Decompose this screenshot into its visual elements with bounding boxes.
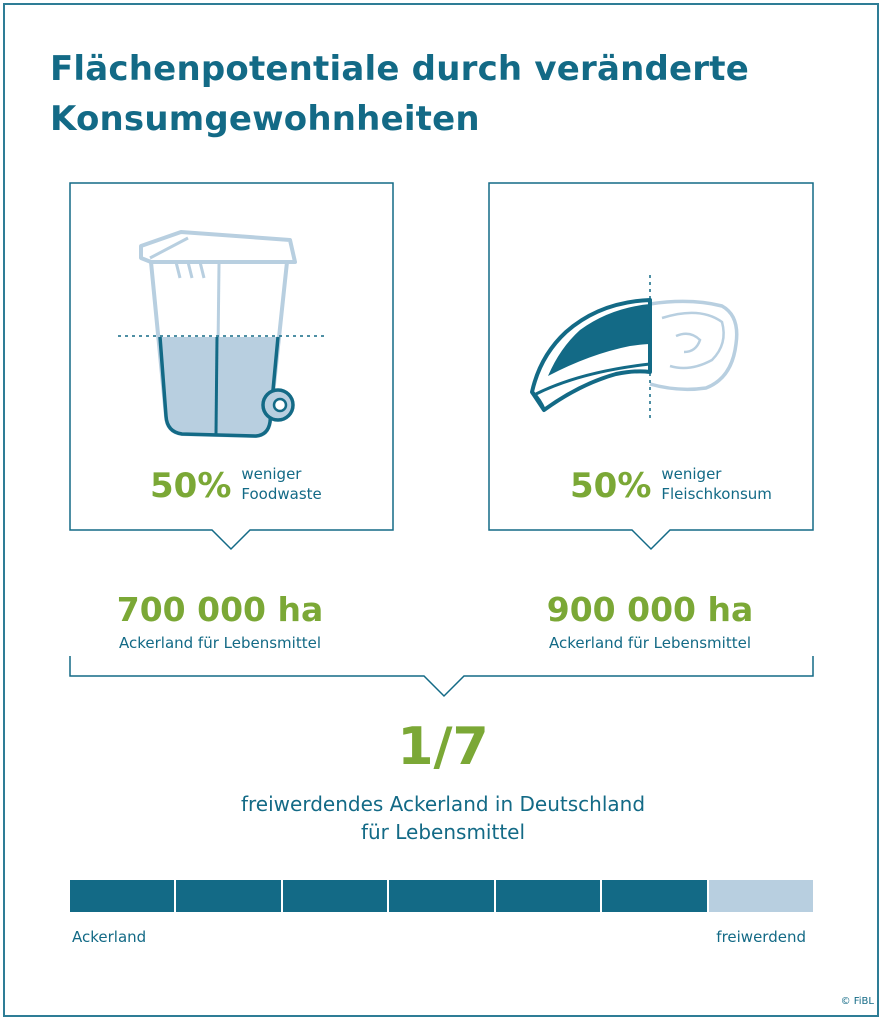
- bar-segment-farmland: [174, 880, 280, 912]
- bar-segment-farmland: [494, 880, 600, 912]
- meat-icon: [532, 275, 737, 420]
- bar-segment-farmland: [70, 880, 174, 912]
- bar-label-right: freiwerdend: [716, 928, 806, 946]
- meat-area-sub: Ackerland für Lebensmittel: [548, 634, 751, 652]
- bar-segment-farmland: [281, 880, 387, 912]
- result-line-1: freiwerdendes Ackerland in Deutschland: [240, 792, 646, 816]
- meat-label-line-2: Fleischkonsum: [661, 485, 772, 503]
- title-line-1: Flächenpotentiale durch veränderte: [50, 49, 749, 89]
- bar-segment-freed: [707, 880, 813, 912]
- foodwaste-percent: 50%: [150, 466, 232, 506]
- meat-label: [661, 464, 772, 504]
- trash-bin-icon: [118, 232, 324, 436]
- copyright: © FiBL: [840, 996, 874, 1007]
- bar-segment-farmland: [387, 880, 493, 912]
- foodwaste-area-value: 700 000 ha: [116, 590, 324, 629]
- meat-percent: 50%: [570, 466, 652, 506]
- meat-percent-group: [570, 465, 772, 506]
- land-share-bar: [70, 880, 813, 912]
- summary-bracket: [70, 656, 813, 696]
- meat-area-value: 900 000 ha: [546, 590, 754, 629]
- bar-segment-farmland: [600, 880, 706, 912]
- meat-label-line-1: weniger: [661, 465, 722, 483]
- foodwaste-label: [241, 464, 321, 504]
- result-fraction: 1/7: [397, 717, 489, 777]
- result-line-2: für Lebensmittel: [360, 820, 526, 844]
- foodwaste-area: [60, 590, 380, 654]
- bar-label-left: Ackerland: [72, 928, 147, 946]
- title-line-2: Konsumgewohnheiten: [50, 99, 480, 139]
- meat-area: [490, 590, 810, 654]
- foodwaste-percent-group: [150, 465, 322, 506]
- result-summary: [0, 790, 886, 846]
- foodwaste-label-line-1: weniger: [241, 465, 302, 483]
- foodwaste-area-sub: Ackerland für Lebensmittel: [118, 634, 321, 652]
- foodwaste-label-line-2: Foodwaste: [241, 485, 322, 503]
